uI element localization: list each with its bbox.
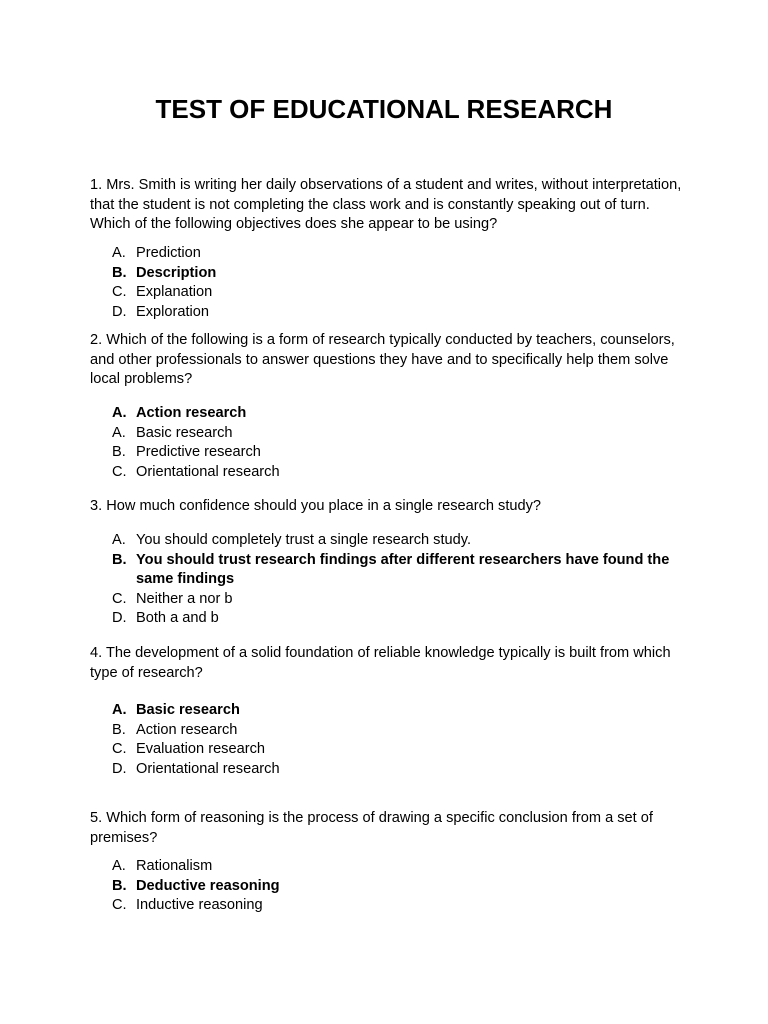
page-title: TEST OF EDUCATIONAL RESEARCH	[155, 94, 613, 124]
question-1-options	[112, 244, 687, 322]
option-letter: A.	[112, 532, 126, 548]
option-q3-a	[112, 531, 687, 551]
option-letter: B.	[112, 877, 127, 894]
option-q2-c	[112, 463, 687, 483]
option-letter: D.	[112, 760, 127, 777]
option-text: Orientational research	[136, 760, 280, 777]
option-text: Action research	[136, 721, 238, 738]
question-3-options	[112, 531, 687, 629]
option-text: Both a and b	[136, 610, 219, 626]
option-q4-d	[112, 760, 687, 780]
option-q3-c	[112, 590, 687, 610]
option-q5-c	[112, 896, 687, 916]
option-letter: C.	[112, 897, 127, 913]
option-letter: B.	[112, 551, 127, 568]
option-q3-b	[112, 551, 687, 590]
option-q1-d	[112, 303, 687, 323]
option-q4-b	[112, 721, 687, 741]
option-q4-a	[112, 701, 687, 721]
option-text: Explanation	[136, 284, 213, 300]
option-text: Exploration	[136, 303, 210, 320]
option-letter: A.	[112, 245, 126, 261]
option-letter: D.	[112, 610, 127, 626]
option-q2-a	[112, 404, 687, 424]
option-text: You should trust research findings after different researchers have found the same findings	[136, 551, 670, 587]
option-letter: A.	[112, 702, 127, 718]
option-letter: B.	[112, 264, 127, 281]
option-text: Orientational research	[136, 463, 280, 480]
option-text: You should completely trust a single research study.	[136, 532, 472, 548]
option-text: Basic research	[136, 424, 233, 441]
option-text: Basic research	[136, 702, 240, 718]
option-text: Inductive reasoning	[136, 897, 263, 913]
question-2-options	[112, 404, 687, 482]
option-letter: B.	[112, 721, 126, 738]
question-2-text: 2. Which of the following is a form of research typically conducted by teachers, counselors, and other professionals to answer questions they have and to specifically help them solve local problems?	[90, 332, 675, 387]
option-text: Deductive reasoning	[136, 877, 280, 894]
option-letter: C.	[112, 590, 127, 607]
option-q1-a	[112, 244, 687, 264]
option-q3-d	[112, 609, 687, 629]
option-letter: C.	[112, 463, 127, 480]
option-q2-b	[112, 443, 687, 463]
option-text: Neither a nor b	[136, 590, 233, 607]
option-letter: A.	[112, 405, 127, 421]
option-text: Rationalism	[136, 858, 213, 874]
question-4-options	[112, 701, 687, 779]
option-letter: D.	[112, 303, 127, 320]
option-letter: A.	[112, 858, 126, 874]
option-q5-b	[112, 877, 687, 897]
option-q5-a	[112, 857, 687, 877]
option-letter: C.	[112, 284, 127, 300]
option-letter: C.	[112, 741, 127, 757]
question-1-text: 1. Mrs. Smith is writing her daily observations of a student and writes, without interpretation, that the student is not completing the class work and is constantly speaking out of turn. Which of the following objectives does she appear to be using?	[90, 177, 682, 232]
question-4-text: 4. The development of a solid foundation of reliable knowledge typically is built from which type of research?	[90, 645, 671, 681]
option-text: Action research	[136, 405, 247, 421]
question-5-options	[112, 857, 687, 916]
option-q1-c	[112, 283, 687, 303]
option-text: Prediction	[136, 245, 201, 261]
option-text: Description	[136, 264, 217, 281]
option-text: Evaluation research	[136, 741, 265, 757]
option-q4-c	[112, 740, 687, 760]
option-q1-b	[112, 264, 687, 284]
option-q2-a2	[112, 424, 687, 444]
question-3-text: 3. How much confidence should you place in a single research study?	[90, 498, 542, 514]
option-text: Predictive research	[136, 444, 261, 460]
option-letter: A.	[112, 424, 126, 441]
option-letter: B.	[112, 444, 126, 460]
question-5-text: 5. Which form of reasoning is the process of drawing a specific conclusion from a set of premises?	[90, 810, 653, 846]
